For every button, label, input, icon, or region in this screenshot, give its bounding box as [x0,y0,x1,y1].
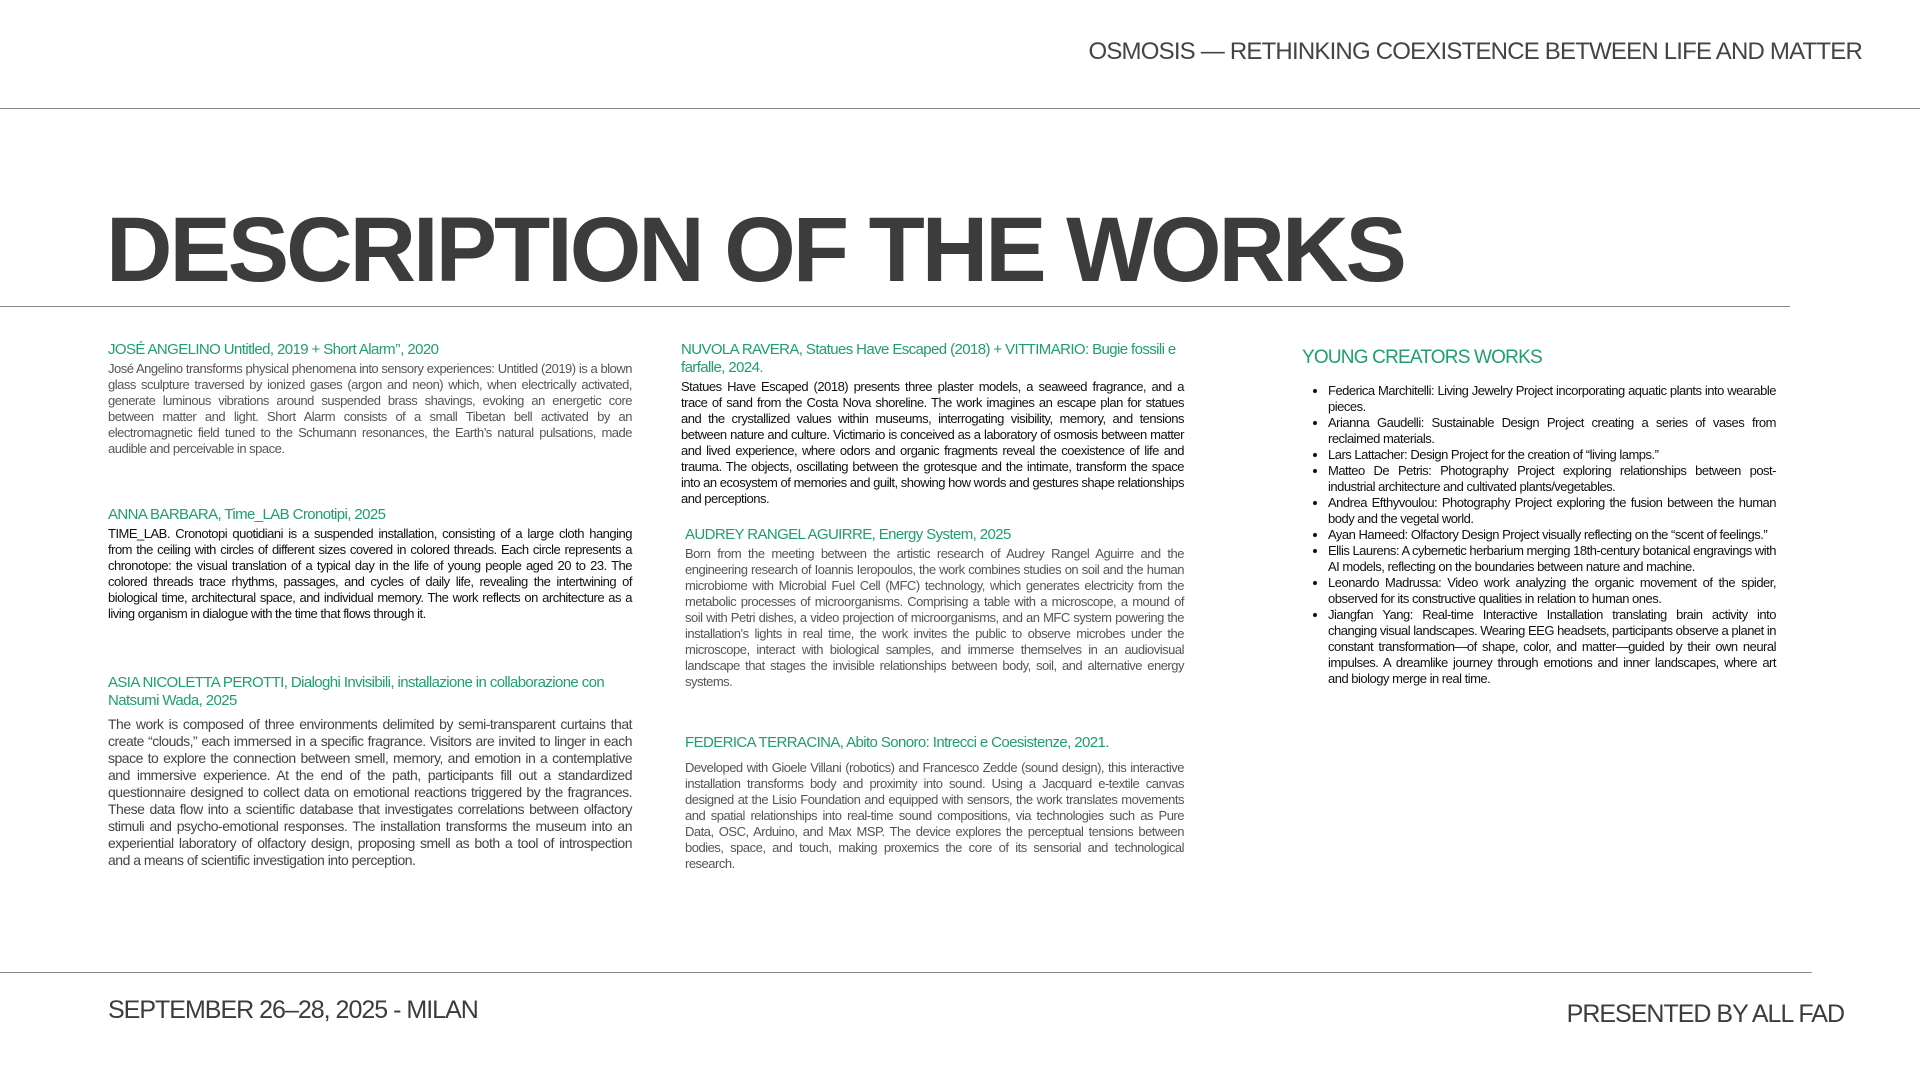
page-title: DESCRIPTION OF THE WORKS [106,198,1404,301]
young-creators-title: YOUNG CREATORS WORKS [1302,347,1542,368]
list-item: • Lars Lattacher: Design Project for the creation of “living lamps.” [1328,447,1776,463]
list-item: • Andrea Efthyvoulou: Photography Project exploring the fusion between the human body and the vegetal world. [1328,495,1776,527]
work-jose-angelino [108,341,632,457]
work-title: JOSÉ ANGELINO Untitled, 2019 + Short Alarm’’, 2020 [108,341,439,358]
work-title: AUDREY RANGEL AGUIRRE, Energy System, 2025 [685,526,1011,543]
work-audrey-rangel-aguirre [685,526,1184,690]
work-anna-barbara [108,506,632,622]
list-item: • Leonardo Madrussa: Video work analyzing the organic movement of the spider, observed for its constructive qualities in relation to human ones. [1328,575,1776,607]
list-item: • Jiangfan Yang: Real-time Interactive Installation translating brain activity into changing visual landscapes. Wearing EEG headsets, participants observe a planet in constant transformation—of shape, color, and matter—guided by their own neural impulses. A dreamlike journey through emotions and inner landscapes, where art and biology merge in real time. [1328,607,1776,687]
list-item: • Federica Marchitelli: Living Jewelry Project incorporating aquatic plants into wearable pieces. [1328,383,1776,415]
work-description: Developed with Gioele Villani (robotics) and Francesco Zedde (sound design), this interactive installation transforms body and proximity into sound. Using a Jacquard e-textile canvas designed at the Lisio Foundation and equipped with sensors, the work translates movements and spatial relationships into real-time sound compositions, via technologies such as Pure Data, OSC, Arduino, and Max MSP. The device explores the perceptual tensions between bodies, space, and touch, making proxemics the core of its sensorial and technological research. [685,760,1184,871]
work-description: The work is composed of three environments delimited by semi-transparent curtains that create “clouds,” each immersed in a specific fragrance. Visitors are invited to linger in each space to explore the connection between smell, memory, and emotion in a contemplative and immersive experience. At the end of the path, participants fill out a standardized questionnaire designed to collect data on emotional reactions triggered by the fragrances. These data flow into a scientific database that investigates correlations between olfactory stimuli and psycho-emotional responses. The installation transforms the museum into an experiential laboratory of olfactory design, proposing smell as both a tool of introspection and a means of scientific investigation into perception. [108,716,632,868]
young-creators-section [1302,347,1776,687]
young-creators-list [1302,383,1776,687]
title-divider [0,306,1790,307]
work-title: ASIA NICOLETTA PEROTTI, Dialoghi Invisibili, installazione in collaborazione con Natsumi Wada, 2025 [108,674,605,709]
list-item: • Ellis Laurens: A cybernetic herbarium merging 18th-century botanical engravings with AI models, reflecting on the boundaries between nature and machine. [1328,543,1776,575]
work-federica-terracina [685,734,1184,872]
list-item: • Ayan Hameed: Olfactory Design Project visually reflecting on the “scent of feelings.” [1328,527,1776,543]
work-title: ANNA BARBARA, Time_LAB Cronotipi, 2025 [108,506,386,523]
work-description: Born from the meeting between the artistic research of Audrey Rangel Aguirre and the engineering research of Ioannis Ieropoulos, the work combines studies on soil and the human microbiome with Microbial Fuel Cell (MFC) technology, which generates electricity from the metabolic processes of microorganisms. Comprising a table with a microscope, a mound of soil with Petri dishes, a video projection of microorganisms, and an MFC system powering the installation’s lights in real time, the work invites the public to observe microbes under the microscope, interact with biological samples, and immerse themselves in an audiovisual landscape that stages the invisible relationships between body, soil, and alternative energy systems. [685,546,1184,689]
work-description: José Angelino transforms physical phenomena into sensory experiences: Untitled (2019) is a blown glass sculpture traversed by ionized gases (argon and neon) which, when electrically activated, generate luminous vibrations around suspended brass shavings, evoking an energetic core between matter and light. Short Alarm consists of a small Tibetan bell activated by an electromagnetic field tuned to the Schumann resonances, the Earth’s natural pulsations, made audible and perceivable in space. [108,361,632,456]
list-item: • Matteo De Petris: Photography Project exploring relationships between post-industrial architecture and cultivated plants/vegetables. [1328,463,1776,495]
work-description: TIME_LAB. Cronotopi quotidiani is a suspended installation, consisting of a large cloth hanging from the ceiling with circles of different sizes covered in colored threads. Each circle represents a chronotope: the visual translation of a typical day in the life of young people aged 20 to 23. The colored threads trace rhythms, passages, and cycles of daily life, revealing the intertwining of biological time, architectural space, and individual memory. The work reflects on architecture as a living organism in dialogue with the time that flows through it. [108,526,632,621]
work-title: FEDERICA TERRACINA, Abito Sonoro: Intrecci e Coesistenze, 2021. [685,734,1109,751]
footer-date-location: SEPTEMBER 26–28, 2025 - MILAN [108,996,478,1024]
list-item: • Arianna Gaudelli: Sustainable Design Project creating a series of vases from reclaimed materials. [1328,415,1776,447]
work-nuvola-ravera [681,341,1184,507]
header-title: OSMOSIS — RETHINKING COEXISTENCE BETWEEN LIFE AND MATTER [1088,38,1862,65]
work-title: NUVOLA RAVERA, Statues Have Escaped (2018) + VITTIMARIO: Bugie fossili e farfalle, 2024. [681,341,1176,376]
top-divider [0,108,1920,109]
footer-presenter: PRESENTED BY ALL FAD [1566,1000,1844,1028]
work-description: Statues Have Escaped (2018) presents three plaster models, a seaweed fragrance, and a trace of sand from the Costa Nova shoreline. The work imagines an escape plan for statues and the crystallized values within museums, interrogating visibility, memory, and tensions between nature and culture. Victimario is conceived as a laboratory of osmosis between matter and lived experience, where odors and organic fragments reveal the coexistence of life and trauma. The objects, oscillating between the grotesque and the intimate, transform the space into an ecosystem of memories and guilt, showing how words and gestures shape relationships and perceptions. [681,379,1184,506]
footer-divider [0,972,1812,973]
work-asia-nicoletta-perotti [108,674,632,869]
